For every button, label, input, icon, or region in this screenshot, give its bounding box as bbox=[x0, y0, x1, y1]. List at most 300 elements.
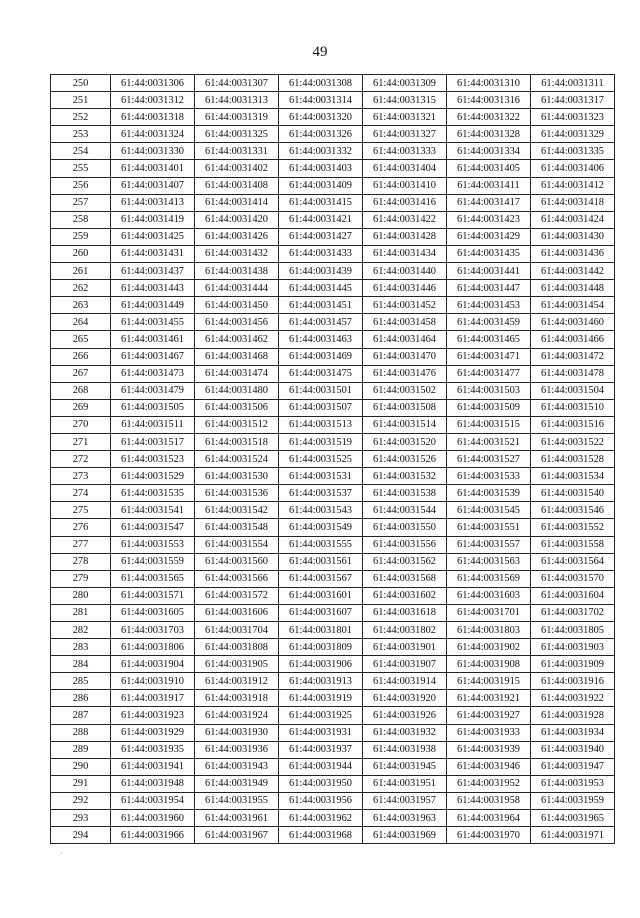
row-number-cell: 267 bbox=[51, 365, 111, 382]
cadastral-number-cell: 61:44:0031909 bbox=[531, 656, 615, 673]
row-number-cell: 261 bbox=[51, 263, 111, 280]
cadastral-number-cell: 61:44:0031953 bbox=[531, 775, 615, 792]
cadastral-number-cell: 61:44:0031528 bbox=[531, 451, 615, 468]
row-number-cell: 268 bbox=[51, 382, 111, 399]
cadastral-number-cell: 61:44:0031477 bbox=[447, 365, 531, 382]
cadastral-number-cell: 61:44:0031322 bbox=[447, 109, 531, 126]
cadastral-number-cell: 61:44:0031957 bbox=[363, 792, 447, 809]
cadastral-number-cell: 61:44:0031950 bbox=[279, 775, 363, 792]
cadastral-number-cell: 61:44:0031416 bbox=[363, 194, 447, 211]
table-row bbox=[51, 553, 615, 570]
cadastral-number-cell: 61:44:0031530 bbox=[195, 468, 279, 485]
cadastral-number-cell: 61:44:0031967 bbox=[195, 827, 279, 844]
cadastral-number-cell: 61:44:0031449 bbox=[111, 297, 195, 314]
cadastral-number-cell: 61:44:0031559 bbox=[111, 553, 195, 570]
cadastral-number-cell: 61:44:0031428 bbox=[363, 228, 447, 245]
cadastral-number-cell: 61:44:0031602 bbox=[363, 587, 447, 604]
cadastral-number-cell: 61:44:0031432 bbox=[195, 245, 279, 262]
table-row bbox=[51, 570, 615, 587]
cadastral-number-cell: 61:44:0031553 bbox=[111, 536, 195, 553]
table-row bbox=[51, 126, 615, 143]
page-number: 49 bbox=[312, 44, 328, 60]
cadastral-number-cell: 61:44:0031454 bbox=[531, 297, 615, 314]
cadastral-number-cell: 61:44:0031537 bbox=[279, 485, 363, 502]
cadastral-number-cell: 61:44:0031522 bbox=[531, 433, 615, 450]
cadastral-number-cell: 61:44:0031508 bbox=[363, 399, 447, 416]
cadastral-number-cell: 61:44:0031511 bbox=[111, 416, 195, 433]
cadastral-number-cell: 61:44:0031419 bbox=[111, 211, 195, 228]
cadastral-number-cell: 61:44:0031548 bbox=[195, 519, 279, 536]
cadastral-number-cell: 61:44:0031314 bbox=[279, 92, 363, 109]
row-number-cell: 270 bbox=[51, 416, 111, 433]
cadastral-number-cell: 61:44:0031965 bbox=[531, 810, 615, 827]
cadastral-number-cell: 61:44:0031601 bbox=[279, 587, 363, 604]
cadastral-number-cell: 61:44:0031512 bbox=[195, 416, 279, 433]
table-row bbox=[51, 280, 615, 297]
cadastral-number-cell: 61:44:0031954 bbox=[111, 792, 195, 809]
cadastral-number-cell: 61:44:0031524 bbox=[195, 451, 279, 468]
row-number-cell: 291 bbox=[51, 775, 111, 792]
table-row bbox=[51, 177, 615, 194]
row-number-cell: 294 bbox=[51, 827, 111, 844]
cadastral-number-cell: 61:44:0031503 bbox=[447, 382, 531, 399]
cadastral-number-cell: 61:44:0031446 bbox=[363, 280, 447, 297]
table-row bbox=[51, 211, 615, 228]
row-number-cell: 278 bbox=[51, 553, 111, 570]
cadastral-number-cell: 61:44:0031934 bbox=[531, 724, 615, 741]
row-number-cell: 257 bbox=[51, 194, 111, 211]
cadastral-number-cell: 61:44:0031917 bbox=[111, 690, 195, 707]
cadastral-number-cell: 61:44:0031470 bbox=[363, 348, 447, 365]
cadastral-number-cell: 61:44:0031938 bbox=[363, 741, 447, 758]
cadastral-number-cell: 61:44:0031325 bbox=[195, 126, 279, 143]
cadastral-number-cell: 61:44:0031538 bbox=[363, 485, 447, 502]
cadastral-number-cell: 61:44:0031958 bbox=[447, 792, 531, 809]
cadastral-number-cell: 61:44:0031704 bbox=[195, 622, 279, 639]
cadastral-number-cell: 61:44:0031542 bbox=[195, 502, 279, 519]
row-number-cell: 276 bbox=[51, 519, 111, 536]
cadastral-number-cell: 61:44:0031905 bbox=[195, 656, 279, 673]
cadastral-number-cell: 61:44:0031924 bbox=[195, 707, 279, 724]
cadastral-number-cell: 61:44:0031525 bbox=[279, 451, 363, 468]
cadastral-number-cell: 61:44:0031534 bbox=[531, 468, 615, 485]
cadastral-number-cell: 61:44:0031471 bbox=[447, 348, 531, 365]
table-row bbox=[51, 810, 615, 827]
table-row bbox=[51, 194, 615, 211]
cadastral-number-cell: 61:44:0031606 bbox=[195, 604, 279, 621]
cadastral-number-cell: 61:44:0031947 bbox=[531, 758, 615, 775]
cadastral-number-cell: 61:44:0031331 bbox=[195, 143, 279, 160]
cadastral-number-cell: 61:44:0031969 bbox=[363, 827, 447, 844]
cadastral-number-cell: 61:44:0031323 bbox=[531, 109, 615, 126]
cadastral-number-cell: 61:44:0031417 bbox=[447, 194, 531, 211]
row-number-cell: 283 bbox=[51, 639, 111, 656]
cadastral-number-cell: 61:44:0031307 bbox=[195, 75, 279, 92]
cadastral-number-cell: 61:44:0031912 bbox=[195, 673, 279, 690]
cadastral-number-cell: 61:44:0031906 bbox=[279, 656, 363, 673]
cadastral-number-cell: 61:44:0031701 bbox=[447, 604, 531, 621]
cadastral-number-cell: 61:44:0031516 bbox=[531, 416, 615, 433]
scan-artifact: · bbox=[60, 848, 63, 858]
cadastral-number-cell: 61:44:0031946 bbox=[447, 758, 531, 775]
cadastral-number-cell: 61:44:0031408 bbox=[195, 177, 279, 194]
table-row bbox=[51, 382, 615, 399]
cadastral-number-cell: 61:44:0031902 bbox=[447, 639, 531, 656]
cadastral-number-cell: 61:44:0031463 bbox=[279, 331, 363, 348]
table-row bbox=[51, 604, 615, 621]
cadastral-number-cell: 61:44:0031312 bbox=[111, 92, 195, 109]
cadastral-number-cell: 61:44:0031903 bbox=[531, 639, 615, 656]
cadastral-number-cell: 61:44:0031478 bbox=[531, 365, 615, 382]
cadastral-number-cell: 61:44:0031931 bbox=[279, 724, 363, 741]
table-row bbox=[51, 656, 615, 673]
cadastral-number-cell: 61:44:0031604 bbox=[531, 587, 615, 604]
cadastral-number-cell: 61:44:0031326 bbox=[279, 126, 363, 143]
table-row bbox=[51, 485, 615, 502]
cadastral-number-cell: 61:44:0031434 bbox=[363, 245, 447, 262]
cadastral-number-cell: 61:44:0031506 bbox=[195, 399, 279, 416]
row-number-cell: 273 bbox=[51, 468, 111, 485]
cadastral-number-cell: 61:44:0031918 bbox=[195, 690, 279, 707]
cadastral-number-cell: 61:44:0031545 bbox=[447, 502, 531, 519]
cadastral-number-cell: 61:44:0031518 bbox=[195, 433, 279, 450]
row-number-cell: 251 bbox=[51, 92, 111, 109]
table-row bbox=[51, 399, 615, 416]
cadastral-number-cell: 61:44:0031570 bbox=[531, 570, 615, 587]
cadastral-number-cell: 61:44:0031921 bbox=[447, 690, 531, 707]
cadastral-number-cell: 61:44:0031937 bbox=[279, 741, 363, 758]
cadastral-number-cell: 61:44:0031468 bbox=[195, 348, 279, 365]
cadastral-number-cell: 61:44:0031567 bbox=[279, 570, 363, 587]
cadastral-number-cell: 61:44:0031422 bbox=[363, 211, 447, 228]
cadastral-number-cell: 61:44:0031532 bbox=[363, 468, 447, 485]
row-number-cell: 272 bbox=[51, 451, 111, 468]
table-row bbox=[51, 365, 615, 382]
cadastral-number-cell: 61:44:0031809 bbox=[279, 639, 363, 656]
cadastral-number-cell: 61:44:0031460 bbox=[531, 314, 615, 331]
cadastral-number-cell: 61:44:0031467 bbox=[111, 348, 195, 365]
cadastral-number-cell: 61:44:0031404 bbox=[363, 160, 447, 177]
cadastral-number-cell: 61:44:0031318 bbox=[111, 109, 195, 126]
table-row bbox=[51, 348, 615, 365]
cadastral-number-cell: 61:44:0031513 bbox=[279, 416, 363, 433]
cadastral-number-cell: 61:44:0031441 bbox=[447, 263, 531, 280]
table-row bbox=[51, 502, 615, 519]
table-row bbox=[51, 314, 615, 331]
cadastral-number-cell: 61:44:0031439 bbox=[279, 263, 363, 280]
cadastral-number-cell: 61:44:0031514 bbox=[363, 416, 447, 433]
cadastral-number-cell: 61:44:0031555 bbox=[279, 536, 363, 553]
table-row bbox=[51, 724, 615, 741]
row-number-cell: 292 bbox=[51, 792, 111, 809]
cadastral-number-cell: 61:44:0031908 bbox=[447, 656, 531, 673]
table-row bbox=[51, 622, 615, 639]
cadastral-number-cell: 61:44:0031425 bbox=[111, 228, 195, 245]
cadastral-number-cell: 61:44:0031959 bbox=[531, 792, 615, 809]
table-row bbox=[51, 792, 615, 809]
cadastral-number-cell: 61:44:0031515 bbox=[447, 416, 531, 433]
cadastral-number-cell: 61:44:0031452 bbox=[363, 297, 447, 314]
table-row bbox=[51, 263, 615, 280]
cadastral-number-cell: 61:44:0031925 bbox=[279, 707, 363, 724]
row-number-cell: 274 bbox=[51, 485, 111, 502]
cadastral-number-cell: 61:44:0031565 bbox=[111, 570, 195, 587]
table-row bbox=[51, 433, 615, 450]
row-number-cell: 275 bbox=[51, 502, 111, 519]
cadastral-number-cell: 61:44:0031403 bbox=[279, 160, 363, 177]
cadastral-number-cell: 61:44:0031568 bbox=[363, 570, 447, 587]
table-row bbox=[51, 228, 615, 245]
cadastral-number-cell: 61:44:0031560 bbox=[195, 553, 279, 570]
cadastral-number-cell: 61:44:0031605 bbox=[111, 604, 195, 621]
cadastral-number-cell: 61:44:0031462 bbox=[195, 331, 279, 348]
cadastral-number-cell: 61:44:0031551 bbox=[447, 519, 531, 536]
table-row bbox=[51, 245, 615, 262]
cadastral-number-cell: 61:44:0031517 bbox=[111, 433, 195, 450]
row-number-cell: 284 bbox=[51, 656, 111, 673]
table-row bbox=[51, 758, 615, 775]
cadastral-number-cell: 61:44:0031563 bbox=[447, 553, 531, 570]
row-number-cell: 286 bbox=[51, 690, 111, 707]
cadastral-number-cell: 61:44:0031966 bbox=[111, 827, 195, 844]
cadastral-number-cell: 61:44:0031466 bbox=[531, 331, 615, 348]
cadastral-number-cell: 61:44:0031412 bbox=[531, 177, 615, 194]
table-row bbox=[51, 519, 615, 536]
cadastral-number-cell: 61:44:0031438 bbox=[195, 263, 279, 280]
cadastral-number-cell: 61:44:0031445 bbox=[279, 280, 363, 297]
cadastral-number-cell: 61:44:0031464 bbox=[363, 331, 447, 348]
row-number-cell: 285 bbox=[51, 673, 111, 690]
cadastral-number-cell: 61:44:0031603 bbox=[447, 587, 531, 604]
table-row bbox=[51, 775, 615, 792]
cadastral-number-cell: 61:44:0031450 bbox=[195, 297, 279, 314]
cadastral-number-table bbox=[50, 74, 615, 844]
cadastral-number-cell: 61:44:0031805 bbox=[531, 622, 615, 639]
cadastral-number-cell: 61:44:0031306 bbox=[111, 75, 195, 92]
cadastral-number-cell: 61:44:0031904 bbox=[111, 656, 195, 673]
row-number-cell: 263 bbox=[51, 297, 111, 314]
cadastral-number-cell: 61:44:0031523 bbox=[111, 451, 195, 468]
cadastral-number-cell: 61:44:0031333 bbox=[363, 143, 447, 160]
cadastral-number-cell: 61:44:0031945 bbox=[363, 758, 447, 775]
cadastral-number-cell: 61:44:0031519 bbox=[279, 433, 363, 450]
table-row bbox=[51, 143, 615, 160]
cadastral-number-cell: 61:44:0031448 bbox=[531, 280, 615, 297]
row-number-cell: 289 bbox=[51, 741, 111, 758]
cadastral-number-cell: 61:44:0031308 bbox=[279, 75, 363, 92]
cadastral-number-cell: 61:44:0031406 bbox=[531, 160, 615, 177]
cadastral-number-cell: 61:44:0031447 bbox=[447, 280, 531, 297]
cadastral-number-cell: 61:44:0031415 bbox=[279, 194, 363, 211]
table-row bbox=[51, 673, 615, 690]
cadastral-number-cell: 61:44:0031436 bbox=[531, 245, 615, 262]
cadastral-number-cell: 61:44:0031310 bbox=[447, 75, 531, 92]
cadastral-number-cell: 61:44:0031547 bbox=[111, 519, 195, 536]
cadastral-number-cell: 61:44:0031564 bbox=[531, 553, 615, 570]
cadastral-number-cell: 61:44:0031329 bbox=[531, 126, 615, 143]
cadastral-number-cell: 61:44:0031935 bbox=[111, 741, 195, 758]
row-number-cell: 250 bbox=[51, 75, 111, 92]
cadastral-number-cell: 61:44:0031409 bbox=[279, 177, 363, 194]
cadastral-number-cell: 61:44:0031961 bbox=[195, 810, 279, 827]
row-number-cell: 259 bbox=[51, 228, 111, 245]
cadastral-number-cell: 61:44:0031334 bbox=[447, 143, 531, 160]
cadastral-number-cell: 61:44:0031317 bbox=[531, 92, 615, 109]
cadastral-number-cell: 61:44:0031414 bbox=[195, 194, 279, 211]
cadastral-number-cell: 61:44:0031335 bbox=[531, 143, 615, 160]
cadastral-number-cell: 61:44:0031520 bbox=[363, 433, 447, 450]
cadastral-number-cell: 61:44:0031543 bbox=[279, 502, 363, 519]
cadastral-number-cell: 61:44:0031544 bbox=[363, 502, 447, 519]
cadastral-number-cell: 61:44:0031572 bbox=[195, 587, 279, 604]
cadastral-number-cell: 61:44:0031964 bbox=[447, 810, 531, 827]
cadastral-number-cell: 61:44:0031332 bbox=[279, 143, 363, 160]
cadastral-number-cell: 61:44:0031549 bbox=[279, 519, 363, 536]
cadastral-number-cell: 61:44:0031407 bbox=[111, 177, 195, 194]
cadastral-number-cell: 61:44:0031315 bbox=[363, 92, 447, 109]
cadastral-number-cell: 61:44:0031529 bbox=[111, 468, 195, 485]
cadastral-number-cell: 61:44:0031550 bbox=[363, 519, 447, 536]
row-number-cell: 260 bbox=[51, 245, 111, 262]
table-row bbox=[51, 109, 615, 126]
table-row bbox=[51, 587, 615, 604]
row-number-cell: 282 bbox=[51, 622, 111, 639]
cadastral-number-cell: 61:44:0031955 bbox=[195, 792, 279, 809]
cadastral-number-cell: 61:44:0031504 bbox=[531, 382, 615, 399]
cadastral-number-cell: 61:44:0031510 bbox=[531, 399, 615, 416]
cadastral-number-cell: 61:44:0031607 bbox=[279, 604, 363, 621]
table-row bbox=[51, 297, 615, 314]
cadastral-number-cell: 61:44:0031970 bbox=[447, 827, 531, 844]
cadastral-number-cell: 61:44:0031910 bbox=[111, 673, 195, 690]
cadastral-number-cell: 61:44:0031433 bbox=[279, 245, 363, 262]
cadastral-number-cell: 61:44:0031480 bbox=[195, 382, 279, 399]
cadastral-number-cell: 61:44:0031474 bbox=[195, 365, 279, 382]
row-number-cell: 279 bbox=[51, 570, 111, 587]
cadastral-number-cell: 61:44:0031558 bbox=[531, 536, 615, 553]
cadastral-number-cell: 61:44:0031501 bbox=[279, 382, 363, 399]
cadastral-number-cell: 61:44:0031426 bbox=[195, 228, 279, 245]
row-number-cell: 287 bbox=[51, 707, 111, 724]
cadastral-number-cell: 61:44:0031455 bbox=[111, 314, 195, 331]
cadastral-number-cell: 61:44:0031927 bbox=[447, 707, 531, 724]
table-row bbox=[51, 707, 615, 724]
cadastral-number-cell: 61:44:0031443 bbox=[111, 280, 195, 297]
table-row bbox=[51, 92, 615, 109]
table-row bbox=[51, 468, 615, 485]
row-number-cell: 262 bbox=[51, 280, 111, 297]
row-number-cell: 265 bbox=[51, 331, 111, 348]
cadastral-number-cell: 61:44:0031962 bbox=[279, 810, 363, 827]
row-number-cell: 293 bbox=[51, 810, 111, 827]
cadastral-number-cell: 61:44:0031405 bbox=[447, 160, 531, 177]
cadastral-number-cell: 61:44:0031402 bbox=[195, 160, 279, 177]
cadastral-number-cell: 61:44:0031453 bbox=[447, 297, 531, 314]
cadastral-number-cell: 61:44:0031442 bbox=[531, 263, 615, 280]
cadastral-number-cell: 61:44:0031949 bbox=[195, 775, 279, 792]
cadastral-number-cell: 61:44:0031435 bbox=[447, 245, 531, 262]
cadastral-number-cell: 61:44:0031557 bbox=[447, 536, 531, 553]
cadastral-number-cell: 61:44:0031971 bbox=[531, 827, 615, 844]
cadastral-number-cell: 61:44:0031554 bbox=[195, 536, 279, 553]
cadastral-number-cell: 61:44:0031526 bbox=[363, 451, 447, 468]
cadastral-number-cell: 61:44:0031960 bbox=[111, 810, 195, 827]
cadastral-number-cell: 61:44:0031571 bbox=[111, 587, 195, 604]
row-number-cell: 269 bbox=[51, 399, 111, 416]
cadastral-number-cell: 61:44:0031509 bbox=[447, 399, 531, 416]
cadastral-number-cell: 61:44:0031427 bbox=[279, 228, 363, 245]
cadastral-number-cell: 61:44:0031963 bbox=[363, 810, 447, 827]
cadastral-number-cell: 61:44:0031458 bbox=[363, 314, 447, 331]
cadastral-number-cell: 61:44:0031313 bbox=[195, 92, 279, 109]
row-number-cell: 254 bbox=[51, 143, 111, 160]
cadastral-number-cell: 61:44:0031933 bbox=[447, 724, 531, 741]
cadastral-number-cell: 61:44:0031920 bbox=[363, 690, 447, 707]
cadastral-number-cell: 61:44:0031309 bbox=[363, 75, 447, 92]
cadastral-number-cell: 61:44:0031913 bbox=[279, 673, 363, 690]
cadastral-number-cell: 61:44:0031914 bbox=[363, 673, 447, 690]
cadastral-number-cell: 61:44:0031319 bbox=[195, 109, 279, 126]
cadastral-number-cell: 61:44:0031952 bbox=[447, 775, 531, 792]
cadastral-number-cell: 61:44:0031943 bbox=[195, 758, 279, 775]
row-number-cell: 281 bbox=[51, 604, 111, 621]
row-number-cell: 290 bbox=[51, 758, 111, 775]
cadastral-number-cell: 61:44:0031562 bbox=[363, 553, 447, 570]
cadastral-number-cell: 61:44:0031540 bbox=[531, 485, 615, 502]
cadastral-number-cell: 61:44:0031561 bbox=[279, 553, 363, 570]
cadastral-number-cell: 61:44:0031476 bbox=[363, 365, 447, 382]
cadastral-number-cell: 61:44:0031507 bbox=[279, 399, 363, 416]
row-number-cell: 280 bbox=[51, 587, 111, 604]
cadastral-number-cell: 61:44:0031916 bbox=[531, 673, 615, 690]
cadastral-number-cell: 61:44:0031618 bbox=[363, 604, 447, 621]
cadastral-number-cell: 61:44:0031410 bbox=[363, 177, 447, 194]
row-number-cell: 255 bbox=[51, 160, 111, 177]
cadastral-number-cell: 61:44:0031456 bbox=[195, 314, 279, 331]
cadastral-number-cell: 61:44:0031932 bbox=[363, 724, 447, 741]
cadastral-number-cell: 61:44:0031951 bbox=[363, 775, 447, 792]
table-row bbox=[51, 827, 615, 844]
cadastral-number-cell: 61:44:0031541 bbox=[111, 502, 195, 519]
cadastral-number-cell: 61:44:0031533 bbox=[447, 468, 531, 485]
cadastral-number-cell: 61:44:0031324 bbox=[111, 126, 195, 143]
cadastral-number-cell: 61:44:0031311 bbox=[531, 75, 615, 92]
cadastral-number-cell: 61:44:0031527 bbox=[447, 451, 531, 468]
cadastral-number-cell: 61:44:0031472 bbox=[531, 348, 615, 365]
row-number-cell: 258 bbox=[51, 211, 111, 228]
cadastral-number-cell: 61:44:0031424 bbox=[531, 211, 615, 228]
cadastral-number-cell: 61:44:0031330 bbox=[111, 143, 195, 160]
cadastral-number-cell: 61:44:0031465 bbox=[447, 331, 531, 348]
cadastral-number-cell: 61:44:0031802 bbox=[363, 622, 447, 639]
cadastral-number-cell: 61:44:0031459 bbox=[447, 314, 531, 331]
cadastral-number-cell: 61:44:0031411 bbox=[447, 177, 531, 194]
cadastral-number-cell: 61:44:0031968 bbox=[279, 827, 363, 844]
cadastral-number-cell: 61:44:0031948 bbox=[111, 775, 195, 792]
cadastral-number-cell: 61:44:0031321 bbox=[363, 109, 447, 126]
cadastral-number-cell: 61:44:0031930 bbox=[195, 724, 279, 741]
table-row bbox=[51, 416, 615, 433]
row-number-cell: 252 bbox=[51, 109, 111, 126]
cadastral-number-cell: 61:44:0031919 bbox=[279, 690, 363, 707]
cadastral-number-cell: 61:44:0031420 bbox=[195, 211, 279, 228]
cadastral-number-cell: 61:44:0031451 bbox=[279, 297, 363, 314]
cadastral-number-cell: 61:44:0031803 bbox=[447, 622, 531, 639]
table-row bbox=[51, 160, 615, 177]
cadastral-number-cell: 61:44:0031475 bbox=[279, 365, 363, 382]
row-number-cell: 277 bbox=[51, 536, 111, 553]
cadastral-number-cell: 61:44:0031539 bbox=[447, 485, 531, 502]
